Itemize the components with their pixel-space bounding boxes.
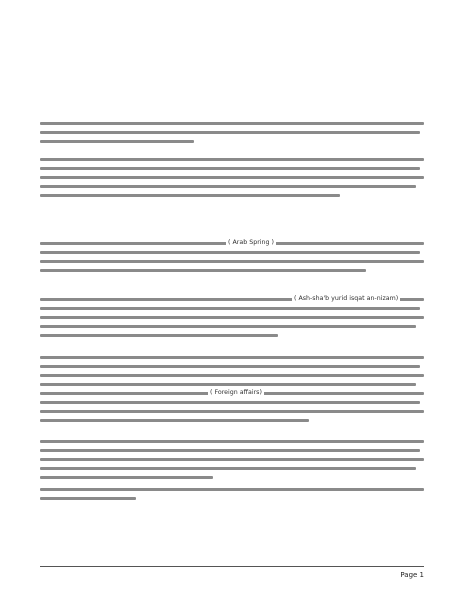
paragraph-arab-spring-4	[40, 440, 424, 485]
footer-page-number: Page 1	[400, 571, 424, 579]
paragraph-intro-1	[40, 122, 424, 149]
english-phrase-foreign-affairs: ( Foreign affairs)	[210, 389, 262, 396]
english-phrase-arab-spring: ( Arab Spring )	[228, 239, 274, 246]
paragraph-arab-spring-2	[40, 298, 424, 343]
page-footer	[40, 566, 424, 579]
paragraph-arab-spring-1	[40, 242, 424, 278]
english-phrase-slogan: ( Ash-sha'b yurid isqat an-nizam)	[294, 295, 399, 302]
paragraph-intro-2	[40, 158, 424, 203]
paragraph-arab-spring-5	[40, 488, 424, 506]
